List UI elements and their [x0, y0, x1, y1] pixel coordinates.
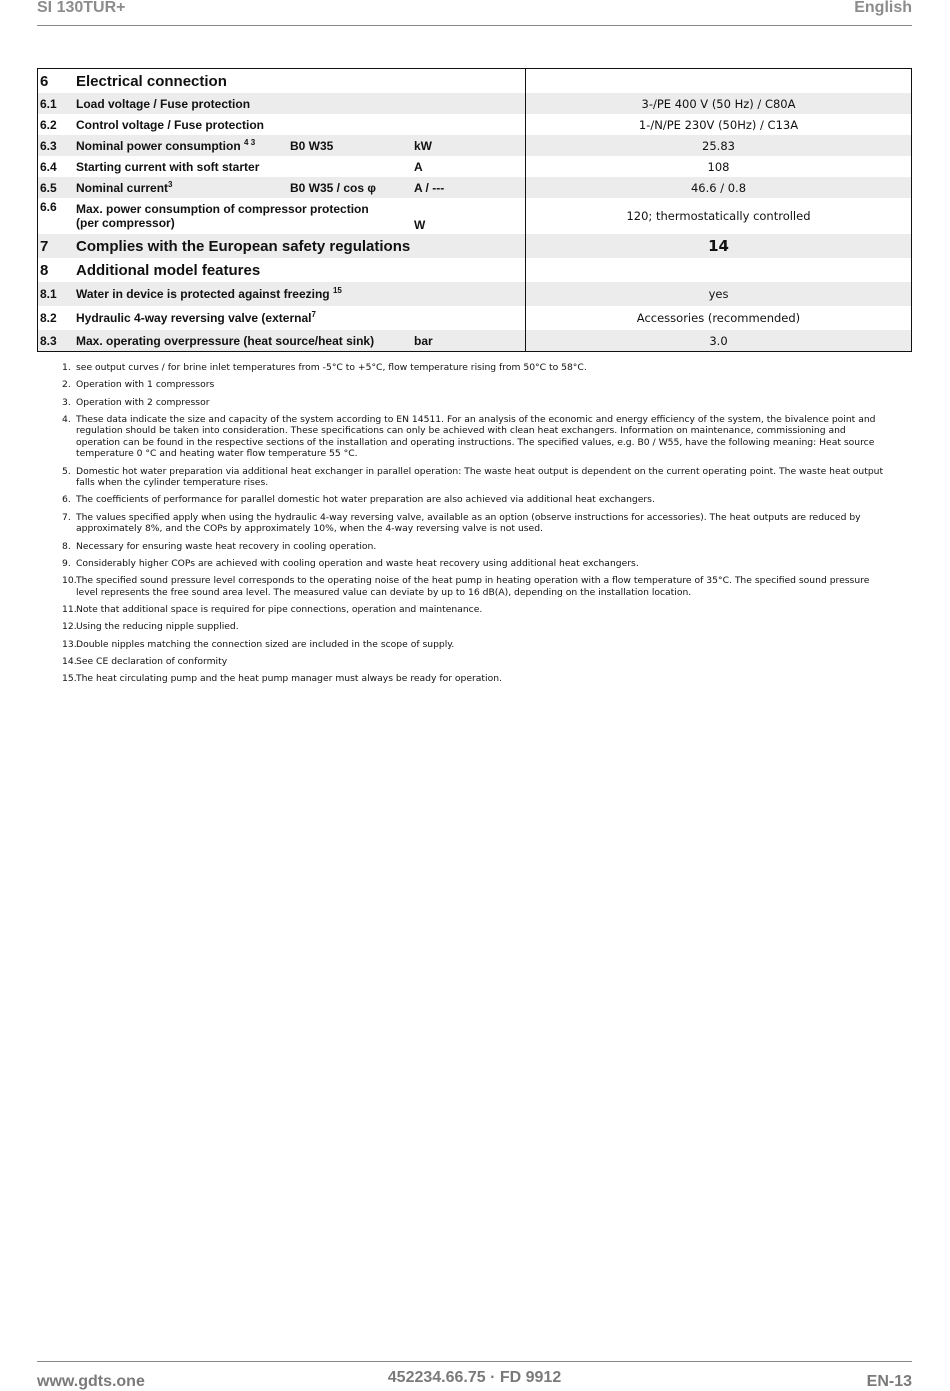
- footnote-item: [62, 558, 892, 570]
- footnote-item: [62, 512, 892, 535]
- footnote-text: Domestic hot water preparation via additional heat exchanger in parallel operation: The waste heat output is dependent on the current operating point. The waste heat output falls when the cylinder temperature rises.: [76, 465, 884, 489]
- footnote-ref: 3: [168, 179, 173, 189]
- table-row: [38, 114, 912, 135]
- footnote-number: 10.: [62, 575, 77, 587]
- row-unit: A: [412, 156, 526, 177]
- footnote-number: 2.: [62, 379, 71, 391]
- row-value: 108: [707, 159, 730, 174]
- footnote-number: 15.: [62, 673, 77, 685]
- footnote-item: [62, 639, 892, 651]
- row-unit: W: [412, 198, 526, 234]
- section-title: Complies with the European safety regulations: [74, 234, 526, 258]
- row-label: [74, 306, 412, 330]
- document-title: SI 130TUR+: [37, 0, 126, 16]
- footnotes-list: [62, 362, 892, 690]
- row-unit: kW: [412, 135, 526, 156]
- row-unit: [412, 282, 526, 306]
- footnote-number: 9.: [62, 557, 71, 569]
- row-number: 6.1: [38, 93, 75, 114]
- footnote-item: [62, 379, 892, 391]
- row-number: 6.2: [40, 117, 57, 132]
- footnote-text: Note that additional space is required for pipe connections, operation and maintenance.: [76, 603, 483, 615]
- section-title: Additional model features: [74, 258, 526, 282]
- footnote-item: [62, 656, 892, 668]
- row-label: [74, 177, 288, 198]
- table-row: [38, 306, 912, 330]
- row-value: 120; thermostatically controlled: [626, 209, 811, 223]
- footnote-text: Considerably higher COPs are achieved with cooling operation and waste heat recovery using additional heat exchangers.: [76, 557, 639, 569]
- row-label-text: Hydraulic 4-way reversing valve (external: [76, 311, 312, 325]
- section-row: [38, 258, 912, 282]
- row-unit: [412, 306, 526, 330]
- section-number: 6: [40, 72, 49, 90]
- footnote-text: Operation with 1 compressors: [76, 379, 215, 391]
- footnote-item: [62, 466, 892, 489]
- footnote-item: [62, 494, 892, 506]
- row-number: 8.3: [38, 330, 75, 352]
- table-row: [38, 177, 912, 198]
- footnote-text: The coefficients of performance for parallel domestic hot water preparation are also achieved via additional heat exchangers.: [76, 494, 655, 506]
- row-unit: [412, 93, 526, 114]
- section-number: 8: [40, 261, 49, 279]
- footnote-number: 3.: [62, 396, 71, 408]
- row-label: [74, 282, 412, 306]
- row-value: 46.6 / 0.8: [526, 177, 912, 198]
- footer-page-number: EN-13: [866, 1373, 912, 1390]
- footnote-number: 13.: [62, 638, 77, 650]
- footnote-item: [62, 362, 892, 374]
- page-footer: [37, 1361, 912, 1388]
- row-number: 6.4: [40, 159, 57, 174]
- footer-document-id: 452234.66.75 · FD 9912: [387, 1369, 562, 1386]
- row-unit: bar: [412, 330, 526, 352]
- row-label: Starting current with soft starter: [76, 159, 260, 174]
- row-value: 3-/PE 400 V (50 Hz) / C80A: [526, 93, 912, 114]
- footnote-item: [62, 397, 892, 409]
- row-label: Control voltage / Fuse protection: [76, 117, 265, 132]
- row-condition: B0 W35: [288, 135, 412, 156]
- footnote-number: 4.: [62, 413, 71, 425]
- page-header: [37, 0, 912, 26]
- footnote-text: see output curves / for brine inlet temperatures from -5°C to +5°C, flow temperature rising from 50°C to 58°C.: [76, 362, 587, 373]
- footnote-number: 8.: [62, 540, 71, 552]
- section-value: 14: [526, 234, 912, 258]
- footnote-item: [62, 414, 892, 460]
- footer-website: www.gdts.one: [37, 1373, 145, 1390]
- section-row: [38, 69, 912, 94]
- section-title: Electrical connection: [74, 69, 526, 94]
- footnote-text: Double nipples matching the connection sized are included in the scope of supply.: [76, 638, 455, 650]
- language-label: English: [854, 0, 912, 16]
- footnote-text: These data indicate the size and capacity of the system according to EN 14511. For an analysis of the economic and energy efficiency of the system, the bivalence point and regulation should be taken into consideration. These specifications can only be achieved with clean heat exchangers. Information on maintenance, commissioning and operation can be found in the respective sections of the installation and operating instructions. The specified values, e.g. B0 / W55, have the following meaning: Heat source temperature 0 °C and heating water flow temperature 55 °C.: [76, 413, 876, 460]
- footnote-ref: 7: [311, 310, 316, 319]
- footnote-number: 12.: [62, 621, 77, 633]
- footnote-ref: 4 3: [244, 137, 256, 147]
- row-number: 6.5: [38, 177, 75, 198]
- footnote-number: 11.: [62, 603, 77, 615]
- footnote-text: See CE declaration of conformity: [76, 655, 228, 667]
- row-value: 25.83: [526, 135, 912, 156]
- row-number: 8.1: [38, 282, 75, 306]
- table-row: [38, 135, 912, 156]
- table-row: [38, 282, 912, 306]
- table-row: [38, 330, 912, 352]
- footnote-text: Operation with 2 compressor: [76, 396, 210, 408]
- row-unit: [412, 114, 526, 135]
- section-row: [38, 234, 912, 258]
- footnote-text: The values specified apply when using the hydraulic 4-way reversing valve, available as an option (observe instructions for accessories). The heat outputs are reduced by approximately 8%, and the COPs by approximately 10%, when the 4-way reversing valve is not used.: [76, 511, 861, 535]
- section-number: 7: [38, 234, 75, 258]
- row-number: 6.6: [40, 200, 57, 214]
- row-label: [74, 198, 412, 234]
- row-number: 6.3: [38, 135, 75, 156]
- footnote-number: 14.: [62, 655, 77, 667]
- row-value: 3.0: [526, 330, 912, 352]
- row-label: Load voltage / Fuse protection: [74, 93, 412, 114]
- footnote-number: 5.: [62, 465, 71, 477]
- footnote-text: Necessary for ensuring waste heat recovery in cooling operation.: [76, 540, 377, 552]
- footnote-number: 1.: [62, 362, 71, 373]
- footnote-item: [62, 673, 892, 685]
- row-label: [74, 135, 288, 156]
- row-label-text: Water in device is protected against freezing: [76, 287, 330, 301]
- footnote-text: Using the reducing nipple supplied.: [76, 621, 239, 633]
- section-value: [526, 69, 912, 94]
- footnote-text: The heat circulating pump and the heat pump manager must always be ready for operation.: [76, 673, 502, 685]
- row-condition: B0 W35 / cos φ: [288, 177, 412, 198]
- specification-table: [37, 68, 912, 352]
- footnote-item: [62, 541, 892, 553]
- table-row: [38, 198, 912, 234]
- footnote-item: [62, 575, 892, 598]
- row-label-line2: (per compressor): [76, 216, 175, 230]
- row-label: Max. operating overpressure (heat source/heat sink): [74, 330, 412, 352]
- row-label-text: Nominal current: [76, 180, 169, 195]
- row-value: yes: [526, 282, 912, 306]
- row-unit: A / ---: [412, 177, 526, 198]
- row-label-line1: Max. power consumption of compressor protection: [76, 202, 369, 216]
- footnote-number: 7.: [62, 511, 71, 523]
- table-row: [38, 93, 912, 114]
- section-value: [526, 258, 912, 282]
- footnote-item: [62, 604, 892, 616]
- table-row: [38, 156, 912, 177]
- row-label-text: Nominal power consumption: [76, 138, 241, 153]
- footnote-text: The specified sound pressure level corresponds to the operating noise of the heat pump in heating operation with a flow temperature of 35°C. The specified sound pressure level represents the free sound area level. The measured value can deviate by up to 16 dB(A), depending on the installation location.: [76, 575, 870, 598]
- footnote-ref: 15: [332, 286, 342, 295]
- row-number: 8.2: [40, 311, 57, 325]
- footnote-item: [62, 621, 892, 633]
- footnote-number: 6.: [62, 494, 71, 506]
- row-value: Accessories (recommended): [636, 311, 801, 325]
- row-value: 1-/N/PE 230V (50Hz) / C13A: [638, 117, 799, 132]
